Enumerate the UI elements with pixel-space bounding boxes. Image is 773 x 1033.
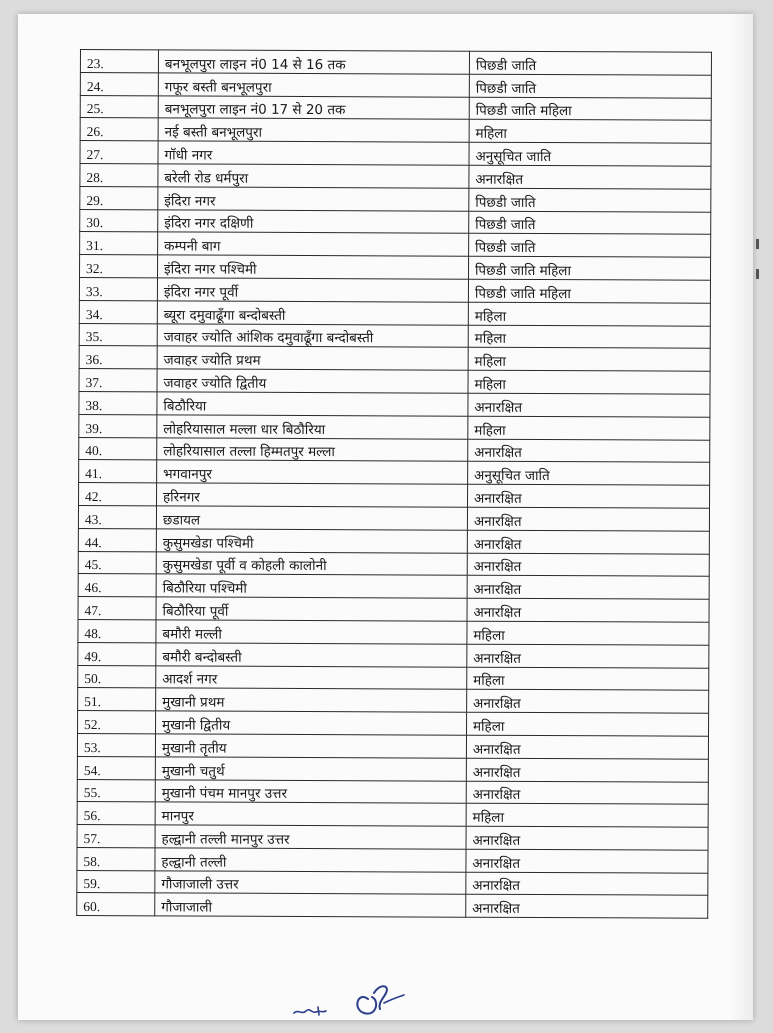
ward-name-cell: कुसुमखेडा पूर्वी व कोहली कालोनी	[156, 551, 467, 575]
reservation-category-cell: अनारक्षित	[466, 758, 708, 782]
ward-number-cell: 29.	[80, 186, 158, 209]
ward-name-cell: बनभूलपुरा लाइन नं0 17 से 20 तक	[158, 95, 469, 119]
reservation-category-cell: अनारक्षित	[467, 598, 709, 622]
table-row	[80, 209, 711, 235]
ward-name-cell: कुसुमखेडा पश्चिमी	[156, 529, 467, 553]
ward-number-cell: 34.	[79, 300, 157, 323]
table-row	[78, 711, 709, 737]
ward-number-cell: 43.	[78, 505, 156, 528]
table-row	[78, 597, 709, 623]
reservation-category-cell: महिला	[468, 370, 710, 394]
signature-graphic	[288, 969, 428, 1029]
ward-number-cell: 38.	[79, 391, 157, 414]
ward-name-cell: भगवानपुर	[157, 460, 468, 484]
ward-number-cell: 40.	[79, 437, 157, 460]
reservation-category-cell: महिला	[466, 803, 708, 827]
table-row	[79, 483, 710, 509]
table-row	[77, 870, 708, 896]
ward-name-cell: इंदिरा नगर	[158, 187, 469, 211]
reservation-category-cell: अनारक्षित	[467, 484, 709, 508]
margin-mark	[756, 239, 759, 249]
table-row	[80, 72, 711, 98]
ward-number-cell: 31.	[80, 232, 158, 255]
ward-number-cell: 47.	[78, 597, 156, 620]
ward-name-cell: जवाहर ज्योति प्रथम	[157, 346, 468, 370]
ward-reservation-table	[76, 49, 712, 919]
table-row	[78, 505, 709, 531]
ward-number-cell: 57.	[77, 825, 155, 848]
reservation-category-cell: अनारक्षित	[466, 826, 708, 850]
ward-name-cell: गौजाजाली	[155, 893, 466, 917]
reservation-category-cell: अनुसूचित जाति	[468, 462, 710, 486]
table-body	[77, 50, 712, 919]
ward-number-cell: 44.	[78, 528, 156, 551]
ward-name-cell: कम्पनी बाग	[158, 232, 469, 256]
ward-name-cell: मुखानी तृतीय	[155, 734, 466, 758]
ward-number-cell: 26.	[80, 118, 158, 141]
ward-name-cell: बिठौरिया	[157, 392, 468, 416]
table-row	[80, 118, 711, 144]
reservation-category-cell: महिला	[468, 416, 710, 440]
ward-number-cell: 33.	[79, 277, 157, 300]
ward-name-cell: गौजाजाली उत्तर	[155, 871, 466, 895]
table-row	[78, 665, 709, 691]
table-row	[78, 619, 709, 645]
table-row	[80, 163, 711, 189]
ward-name-cell: हल्द्वानी तल्ली	[155, 848, 466, 872]
table-row	[79, 460, 710, 486]
ward-name-cell: गफूर बस्ती बनभूलपुरा	[158, 73, 469, 97]
reservation-category-cell: अनारक्षित	[468, 393, 710, 417]
reservation-category-cell: महिला	[468, 325, 710, 349]
table-row	[80, 186, 711, 212]
ward-name-cell: लोहरियासाल तल्ला हिम्मतपुर मल्ला	[157, 437, 468, 461]
ward-number-cell: 42.	[79, 483, 157, 506]
ward-number-cell: 53.	[77, 733, 155, 756]
reservation-category-cell: महिला	[468, 302, 710, 326]
ward-number-cell: 58.	[77, 847, 155, 870]
ward-number-cell: 56.	[77, 802, 155, 825]
table-row	[79, 369, 710, 395]
reservation-category-cell: अनारक्षित	[468, 439, 710, 463]
reservation-category-cell: अनारक्षित	[467, 507, 709, 531]
ward-number-cell: 35.	[79, 323, 157, 346]
ward-name-cell: जवाहर ज्योति द्वितीय	[157, 369, 468, 393]
reservation-category-cell: अनारक्षित	[466, 781, 708, 805]
ward-number-cell: 59.	[77, 870, 155, 893]
ward-name-cell: बमौरी बन्दोबस्ती	[156, 643, 467, 667]
reservation-category-cell: पिछडी जाति महिला	[469, 97, 711, 121]
ward-name-cell: बमौरी मल्ली	[156, 620, 467, 644]
reservation-category-cell: पिछडी जाति महिला	[468, 256, 710, 280]
table-row	[78, 528, 709, 554]
table-row	[79, 346, 710, 372]
reservation-category-cell: अनारक्षित	[466, 895, 708, 919]
reservation-category-cell: महिला	[468, 348, 710, 372]
reservation-category-cell: महिला	[467, 667, 709, 691]
ward-number-cell: 50.	[78, 665, 156, 688]
table-row	[79, 414, 710, 440]
table-row	[79, 300, 710, 326]
table-row	[78, 574, 709, 600]
table-row	[77, 847, 708, 873]
ward-number-cell: 41.	[79, 460, 157, 483]
reservation-category-cell: अनारक्षित	[467, 553, 709, 577]
ward-number-cell: 36.	[79, 346, 157, 369]
ward-number-cell: 28.	[80, 163, 158, 186]
ward-number-cell: 48.	[78, 619, 156, 642]
table-row	[77, 802, 708, 828]
ward-name-cell: इंदिरा नगर दक्षिणी	[158, 209, 469, 233]
table-row	[80, 255, 711, 281]
ward-name-cell: बिठौरिया पश्चिमी	[156, 574, 467, 598]
ward-name-cell: ब्यूरा दमुवाढूँगा बन्दोबस्ती	[157, 301, 468, 325]
reservation-category-cell: अनारक्षित	[467, 644, 709, 668]
table-row	[80, 50, 711, 76]
table-row	[78, 642, 709, 668]
ward-name-cell: इंदिरा नगर पश्चिमी	[157, 255, 468, 279]
reservation-category-cell: अनारक्षित	[467, 530, 709, 554]
reservation-category-cell: अनारक्षित	[467, 690, 709, 714]
ward-number-cell: 52.	[78, 711, 156, 734]
table-row	[77, 779, 708, 805]
ward-name-cell: बिठौरिया पूर्वी	[156, 597, 467, 621]
reservation-category-cell: अनुसूचित जाति	[469, 142, 711, 166]
reservation-category-cell: पिछडी जाति	[469, 51, 711, 75]
table-row	[78, 551, 709, 577]
table-row	[77, 756, 708, 782]
ward-name-cell: हरिनगर	[156, 483, 467, 507]
ward-name-cell: लोहरियासाल मल्ला धार बिठौरिया	[157, 415, 468, 439]
ward-number-cell: 54.	[77, 756, 155, 779]
table-row	[79, 277, 710, 303]
table-row	[79, 323, 710, 349]
reservation-category-cell: महिला	[469, 120, 711, 144]
reservation-category-cell: पिछडी जाति	[469, 234, 711, 258]
ward-name-cell: मुखानी प्रथम	[156, 688, 467, 712]
ward-number-cell: 37.	[79, 369, 157, 392]
ward-name-cell: बरेली रोड धर्मपुरा	[158, 164, 469, 188]
ward-name-cell: गॉधी नगर	[158, 141, 469, 165]
ward-number-cell: 49.	[78, 642, 156, 665]
ward-name-cell: छडायल	[156, 506, 467, 530]
reservation-category-cell: पिछडी जाति	[469, 74, 711, 98]
ward-number-cell: 23.	[80, 50, 158, 73]
ward-name-cell: मुखानी द्वितीय	[155, 711, 466, 735]
margin-mark	[756, 269, 759, 279]
ward-name-cell: नई बस्ती बनभूलपुरा	[158, 118, 469, 142]
reservation-category-cell: महिला	[467, 621, 709, 645]
ward-number-cell: 39.	[79, 414, 157, 437]
table-row	[80, 232, 711, 258]
ward-name-cell: मानपुर	[155, 802, 466, 826]
ward-number-cell: 55.	[77, 779, 155, 802]
reservation-category-cell: महिला	[466, 712, 708, 736]
ward-name-cell: जवाहर ज्योति आंशिक दमुवाढूँगा बन्दोबस्ती	[157, 323, 468, 347]
ward-number-cell: 46.	[78, 574, 156, 597]
reservation-category-cell: अनारक्षित	[469, 165, 711, 189]
ward-number-cell: 25.	[80, 95, 158, 118]
ward-name-cell: हल्द्वानी तल्ली मानपुर उत्तर	[155, 825, 466, 849]
reservation-category-cell: पिछडी जाति	[469, 211, 711, 235]
ward-number-cell: 30.	[80, 209, 158, 232]
ward-number-cell: 32.	[80, 255, 158, 278]
table-row	[79, 391, 710, 417]
ward-number-cell: 27.	[80, 141, 158, 164]
ward-name-cell: इंदिरा नगर पूर्वी	[157, 278, 468, 302]
ward-number-cell: 24.	[80, 72, 158, 95]
ward-number-cell: 51.	[78, 688, 156, 711]
reservation-category-cell: अनारक्षित	[466, 735, 708, 759]
table-row	[79, 437, 710, 463]
table-row	[77, 733, 708, 759]
table-row	[80, 95, 711, 121]
reservation-category-cell: अनारक्षित	[467, 576, 709, 600]
signature	[288, 969, 428, 1029]
ward-name-cell: मुखानी चतुर्थ	[155, 757, 466, 781]
ward-number-cell: 45.	[78, 551, 156, 574]
ward-number-cell: 60.	[77, 893, 155, 916]
reservation-category-cell: अनारक्षित	[466, 872, 708, 896]
table-row	[80, 141, 711, 167]
ward-name-cell: मुखानी पंचम मानपुर उत्तर	[155, 779, 466, 803]
document-page	[18, 14, 753, 1020]
table-row	[77, 825, 708, 851]
table-row	[78, 688, 709, 714]
ward-name-cell: बनभूलपुरा लाइन नं0 14 से 16 तक	[158, 50, 469, 74]
reservation-category-cell: पिछडी जाति महिला	[468, 279, 710, 303]
table-row	[77, 893, 708, 919]
ward-name-cell: आदर्श नगर	[156, 665, 467, 689]
reservation-category-cell: अनारक्षित	[466, 849, 708, 873]
reservation-category-cell: पिछडी जाति	[469, 188, 711, 212]
